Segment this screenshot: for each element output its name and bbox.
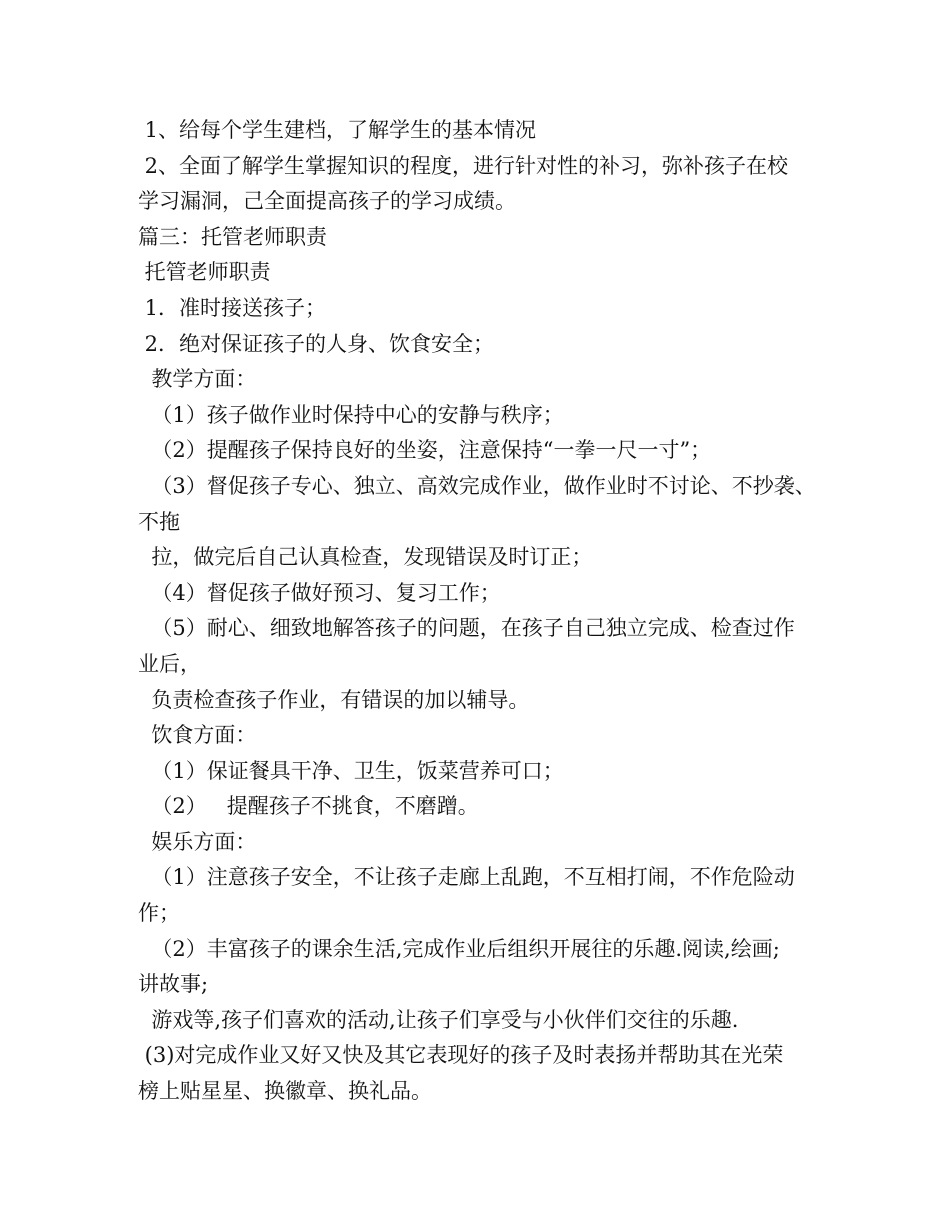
text-line: 负责检查孩子作业，有错误的加以辅导。 [138, 687, 530, 712]
text-line: 2、全面了解学生掌握知识的程度，进行针对性的补习，弥补孩子在校 [138, 153, 789, 178]
text-line: （2）提醒孩子保持良好的坐姿，注意保持“一拳一尺一寸”； [138, 438, 712, 463]
document-body [138, 113, 828, 1110]
text-line: 拉，做完后自己认真检查，发现错误及时订正； [138, 545, 593, 570]
text-line: 1．准时接送孩子； [138, 295, 327, 320]
text-line: 榜上贴星星、换徽章、换礼品。 [138, 1079, 432, 1104]
text-line: （1）注意孩子安全，不让孩子走廊上乱跑，不互相打闹，不作危险动 [138, 865, 795, 890]
category-heading: 饮食方面： [138, 723, 257, 748]
text-line: 学习漏洞，己全面提高孩子的学习成绩。 [138, 189, 516, 214]
category-heading: 教学方面： [138, 367, 257, 392]
text-line: （3）督促孩子专心、独立、高效完成作业，做作业时不讨论、不抄袭、 [138, 473, 816, 498]
text-line: （1）孩子做作业时保持中心的安静与秩序； [138, 402, 564, 427]
text-line: 不拖 [138, 509, 180, 534]
category-heading: 娱乐方面： [138, 829, 257, 854]
text-line: 1、给每个学生建档，了解学生的基本情况 [138, 118, 537, 142]
text-line: （2） 提醒孩子不挑食，不磨蹭。 [138, 794, 479, 819]
text-line: 游戏等,孩子们喜欢的活动,让孩子们享受与小伙伴们交往的乐趣. [138, 1007, 739, 1032]
text-line: （1）保证餐具干净、卫生，饭菜营养可口； [138, 758, 564, 783]
section-heading: 篇三：托管老师职责 [138, 224, 327, 249]
text-line: （5）耐心、细致地解答孩子的问题，在孩子自己独立完成、检查过作 [138, 616, 795, 641]
text-line: (3)对完成作业又好又快及其它表现好的孩子及时表扬并帮助其在光荣 [138, 1043, 784, 1068]
text-line: 2．绝对保证孩子的人身、饮食安全； [138, 331, 495, 356]
text-line: 业后， [138, 651, 201, 676]
text-line: （2）丰富孩子的课余生活,完成作业后组织开展往的乐趣.阅读,绘画; [138, 936, 780, 961]
text-line: 讲故事; [138, 972, 209, 997]
text-line: （4）督促孩子做好预习、复习工作； [138, 580, 501, 605]
text-line: 作； [138, 901, 180, 926]
sub-heading: 托管老师职责 [138, 260, 271, 285]
